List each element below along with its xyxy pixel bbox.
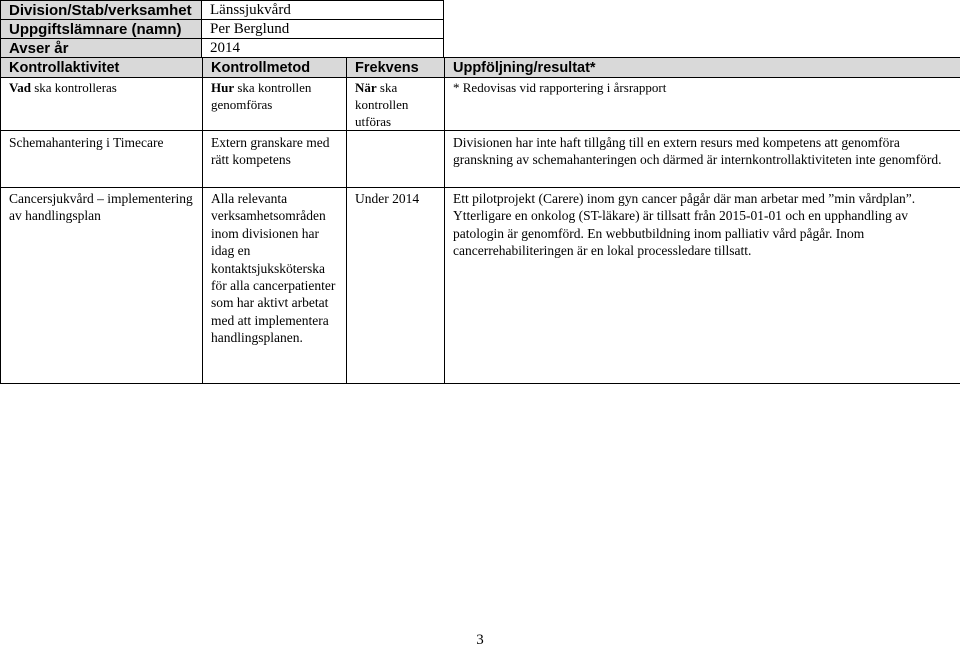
column-header-method: Kontrollmetod bbox=[203, 58, 347, 78]
row-frequency: Under 2014 bbox=[347, 188, 445, 384]
reporter-value: Per Berglund bbox=[202, 20, 444, 39]
row-frequency bbox=[347, 131, 445, 188]
row-method: Extern granskare med rätt kompetens bbox=[203, 131, 347, 188]
reporter-row bbox=[1, 20, 444, 39]
column-header-row bbox=[1, 58, 960, 78]
year-row bbox=[1, 39, 444, 58]
row-activity: Schemahantering i Timecare bbox=[1, 131, 203, 188]
column-header-result: Uppföljning/resultat* bbox=[445, 58, 960, 78]
reporter-label: Uppgiftslämnare (namn) bbox=[1, 20, 202, 39]
frequency-description-keyword: När bbox=[355, 80, 377, 95]
control-activities-table bbox=[0, 57, 960, 384]
division-label: Division/Stab/verksamhet bbox=[1, 1, 202, 20]
method-description-text: ska kontrollen genomföras bbox=[211, 80, 312, 112]
column-description-row bbox=[1, 78, 960, 131]
table-row bbox=[1, 188, 960, 384]
page-number: 3 bbox=[476, 632, 484, 648]
activity-description-keyword: Vad bbox=[9, 80, 31, 95]
row-method: Alla relevanta verksamhetsområden inom divisionen har idag en kontaktsjuksköterska för alla cancerpatienter som har aktivt arbetat med att implementera handlingsplanen. bbox=[203, 188, 347, 384]
frequency-description-text: ska kontrollen utföras bbox=[355, 80, 409, 129]
row-result: Divisionen har inte haft tillgång till en extern resurs med kompetens att genomföra granskning av schemahanteringen och därmed är internkontrollaktiviteten inte genomförd. bbox=[445, 131, 960, 188]
column-header-frequency: Frekvens bbox=[347, 58, 445, 78]
year-label: Avser år bbox=[1, 39, 202, 58]
division-value: Länssjukvård bbox=[202, 1, 444, 20]
row-result: Ett pilotprojekt (Carere) inom gyn cancer pågår där man arbetar med ”min vårdplan”. Ytterligare en onkolog (ST-läkare) är tillsatt från 2015-01-01 och en upphandling av patologin är genomförd. En webbutbildning inom palliativ vård pågår. Inom cancerrehabiliteringen är en lokal processledare tillsatt. bbox=[445, 188, 960, 384]
activity-description bbox=[1, 78, 203, 131]
activity-description-text: ska kontrolleras bbox=[30, 80, 117, 95]
division-row bbox=[1, 1, 444, 20]
year-value: 2014 bbox=[202, 39, 444, 58]
frequency-description bbox=[347, 78, 445, 131]
row-activity: Cancersjukvård – implementering av handlingsplan bbox=[1, 188, 203, 384]
table-row bbox=[1, 131, 960, 188]
method-description-keyword: Hur bbox=[211, 80, 235, 95]
result-description: * Redovisas vid rapportering i årsrapport bbox=[445, 78, 960, 131]
report-info-table bbox=[0, 0, 444, 58]
method-description bbox=[203, 78, 347, 131]
column-header-activity: Kontrollaktivitet bbox=[1, 58, 203, 78]
